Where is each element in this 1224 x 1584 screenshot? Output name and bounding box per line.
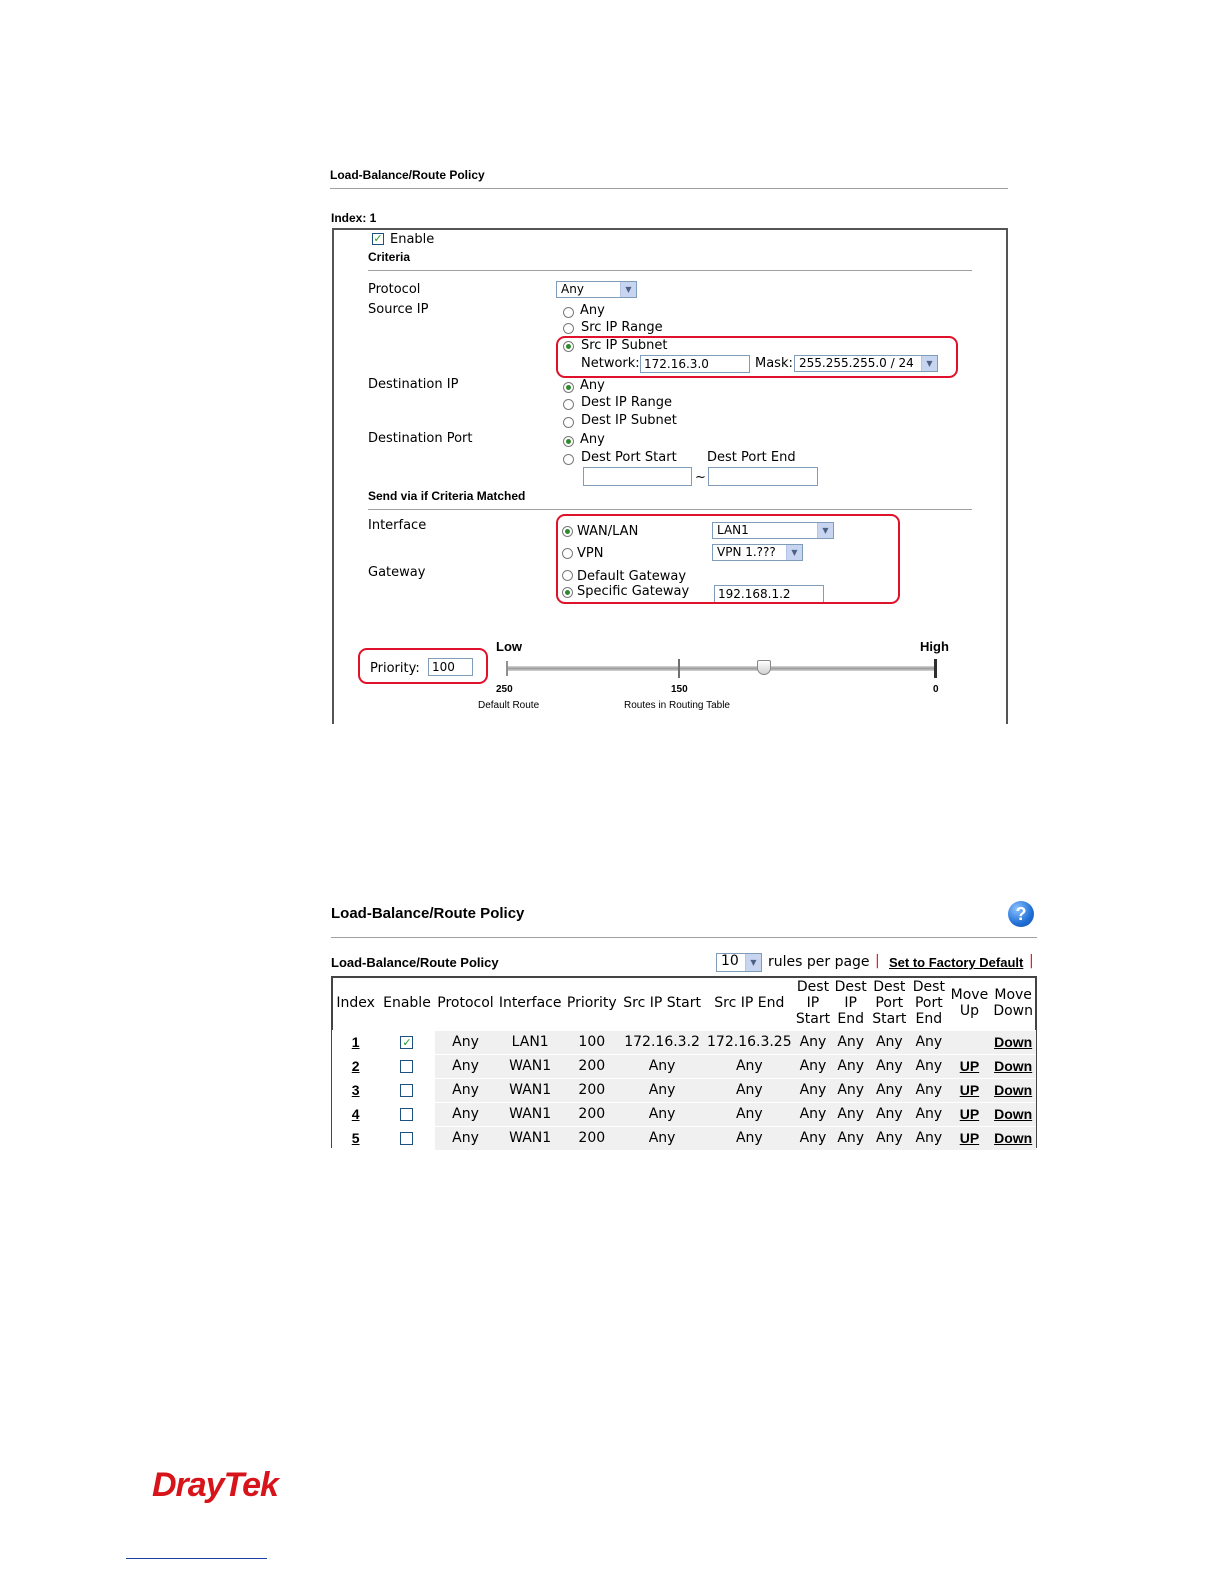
cell-port-start: Any (870, 1054, 910, 1078)
cell-protocol: Any (435, 1126, 497, 1150)
cell-interface: WAN1 (496, 1054, 564, 1078)
vpn-select-value: VPN 1.??? (717, 545, 776, 559)
dest-subnet-label: Dest IP Subnet (581, 413, 677, 428)
cell-dst-end: Any (832, 1102, 870, 1126)
range-tilde: ~ (695, 470, 706, 485)
dest-range-radio[interactable] (563, 399, 574, 410)
chevron-down-icon: ▼ (921, 356, 937, 371)
list-page-title: Load-Balance/Route Policy (331, 905, 525, 922)
cell-interface: WAN1 (496, 1102, 564, 1126)
cell-src-end: Any (705, 1102, 794, 1126)
col-port-end: Dest Port End (912, 978, 945, 1027)
send-via-title: Send via if Criteria Matched (368, 489, 526, 503)
col-move-up: Move Up (950, 986, 989, 1019)
wan-lan-label: WAN/LAN (577, 524, 639, 539)
chevron-down-icon: ▼ (786, 545, 802, 560)
port-start-radio[interactable] (563, 454, 574, 465)
cell-port-end: Any (909, 1102, 948, 1126)
slider-tick-250 (506, 661, 508, 676)
wan-lan-select-value: LAN1 (717, 523, 749, 537)
default-gateway-label: Default Gateway (577, 569, 687, 584)
destination-port-label: Destination Port (368, 431, 473, 446)
cell-port-start: Any (870, 1102, 910, 1126)
cell-priority: 200 (564, 1126, 620, 1150)
chevron-down-icon: ▼ (620, 282, 636, 297)
per-page-label: rules per page (768, 954, 870, 970)
separator-1: | (875, 953, 880, 969)
cell-src-end: 172.16.3.25 (705, 1030, 794, 1054)
col-move-down: Move Down (993, 986, 1033, 1019)
cell-port-end: Any (909, 1054, 948, 1078)
protocol-select[interactable] (556, 281, 637, 298)
cell-src-start: Any (620, 1102, 705, 1126)
port-end-input[interactable] (708, 467, 818, 486)
specific-gateway-label: Specific Gateway (577, 584, 690, 599)
move-down-cell (990, 1054, 1036, 1078)
cell-port-end: Any (909, 1030, 948, 1054)
cell-interface: WAN1 (496, 1078, 564, 1102)
slider-low-label: Low (496, 639, 522, 654)
table-row (332, 1054, 1036, 1078)
list-title-divider (331, 937, 1037, 938)
per-page-select-value: 10 (721, 953, 739, 969)
table-row (332, 1078, 1036, 1102)
mask-select-value: 255.255.255.0 / 24 (799, 356, 914, 370)
col-dst-end: Dest IP End (834, 978, 867, 1027)
col-dst-start: Dest IP Start (795, 978, 831, 1027)
cell-protocol: Any (435, 1102, 497, 1126)
row-enable-checkbox[interactable] (400, 1108, 413, 1121)
destination-ip-label: Destination IP (368, 377, 459, 392)
move-down-link[interactable]: Down (994, 1081, 1033, 1098)
move-down-cell (990, 1078, 1036, 1102)
row-index-link[interactable]: 4 (351, 1105, 360, 1122)
network-label: Network: (581, 356, 640, 371)
cell-src-start: Any (620, 1054, 705, 1078)
source-ip-label: Source IP (368, 302, 429, 317)
table-row (332, 1126, 1036, 1150)
row-enable-checkbox[interactable] (400, 1060, 413, 1073)
row-index-cell (332, 1054, 379, 1078)
row-enable-checkbox[interactable] (400, 1132, 413, 1145)
move-down-cell (990, 1102, 1036, 1126)
row-index-link[interactable]: 5 (351, 1129, 360, 1146)
dest-any-label: Any (580, 378, 605, 393)
index-label: Index: 1 (331, 211, 377, 225)
source-any-radio[interactable] (563, 307, 574, 318)
table-header-row (332, 976, 1036, 1030)
chevron-down-icon: ▼ (817, 523, 833, 538)
row-index-link[interactable]: 2 (351, 1057, 360, 1074)
move-up-link[interactable]: UP (959, 1129, 980, 1146)
criteria-divider (368, 270, 972, 271)
cell-port-start: Any (870, 1030, 910, 1054)
cell-interface: LAN1 (496, 1030, 564, 1054)
cell-dst-start: Any (794, 1030, 832, 1054)
cell-dst-end: Any (832, 1054, 870, 1078)
table-row (332, 1030, 1036, 1054)
slider-tick-label-150: 150 (671, 684, 688, 695)
move-up-cell (949, 1054, 991, 1078)
priority-slider-track[interactable] (506, 666, 936, 671)
port-end-label: Dest Port End (707, 450, 796, 465)
cell-src-end: Any (705, 1126, 794, 1150)
per-page-select[interactable] (716, 953, 762, 972)
cell-port-end: Any (909, 1126, 948, 1150)
slider-tick-label-250: 250 (496, 684, 513, 695)
col-priority: Priority (566, 994, 617, 1011)
cell-protocol: Any (435, 1054, 497, 1078)
dest-range-label: Dest IP Range (581, 395, 673, 410)
row-enable-cell (379, 1054, 434, 1078)
vpn-label: VPN (577, 546, 604, 561)
port-start-input[interactable] (583, 467, 692, 486)
protocol-select-value: Any (561, 282, 584, 296)
row-enable-cell (379, 1078, 434, 1102)
move-down-cell (990, 1030, 1036, 1054)
form-title-divider (330, 188, 1008, 189)
slider-tick-label-0: 0 (933, 684, 939, 695)
rules-table (332, 976, 1036, 1150)
slider-tick-0 (934, 659, 937, 678)
cell-src-start: Any (620, 1078, 705, 1102)
cell-dst-end: Any (832, 1030, 870, 1054)
gateway-label: Gateway (368, 565, 426, 580)
col-enable: Enable (383, 994, 431, 1011)
cell-src-start: 172.16.3.2 (620, 1030, 705, 1054)
row-index-cell (332, 1078, 379, 1102)
col-src-start: Src IP Start (623, 994, 701, 1011)
priority-highlight (358, 648, 488, 684)
footer-rule (126, 1558, 267, 1559)
mask-label: Mask: (755, 356, 793, 371)
cell-dst-end: Any (832, 1078, 870, 1102)
cell-dst-start: Any (794, 1054, 832, 1078)
row-index-link[interactable]: 1 (351, 1033, 360, 1050)
cell-priority: 200 (564, 1054, 620, 1078)
move-up-cell (949, 1078, 991, 1102)
criteria-title: Criteria (368, 250, 411, 264)
source-subnet-highlight (556, 336, 958, 378)
specific-gateway-input[interactable]: 192.168.1.2 (714, 585, 824, 603)
network-input[interactable]: 172.16.3.0 (640, 355, 750, 373)
dest-subnet-radio[interactable] (563, 417, 574, 428)
priority-input[interactable]: 100 (428, 658, 473, 676)
cell-dst-start: Any (794, 1078, 832, 1102)
cell-dst-start: Any (794, 1102, 832, 1126)
move-up-link[interactable]: UP (959, 1057, 980, 1074)
interface-label: Interface (368, 518, 427, 533)
cell-port-start: Any (870, 1126, 910, 1150)
help-icon[interactable]: ? (1008, 901, 1034, 927)
protocol-label: Protocol (368, 282, 421, 297)
default-route-label: Default Route (478, 700, 540, 711)
row-index-cell (332, 1030, 379, 1054)
row-enable-cell (379, 1102, 434, 1126)
source-range-radio[interactable] (563, 323, 574, 334)
table-row (332, 1102, 1036, 1126)
row-enable-cell (379, 1030, 434, 1054)
move-up-cell (949, 1126, 991, 1150)
cell-src-end: Any (705, 1078, 794, 1102)
row-enable-cell (379, 1126, 434, 1150)
row-index-link[interactable]: 3 (351, 1081, 360, 1098)
cell-priority: 100 (564, 1030, 620, 1054)
priority-slider-thumb[interactable] (757, 660, 771, 675)
cell-port-start: Any (870, 1078, 910, 1102)
chevron-down-icon: ▼ (745, 954, 761, 971)
cell-protocol: Any (435, 1030, 497, 1054)
row-enable-checkbox[interactable] (400, 1084, 413, 1097)
row-index-cell (332, 1126, 379, 1150)
cell-src-end: Any (705, 1054, 794, 1078)
list-subtitle: Load-Balance/Route Policy (331, 955, 499, 970)
cell-port-end: Any (909, 1078, 948, 1102)
col-protocol: Protocol (437, 994, 494, 1011)
slider-high-label: High (920, 639, 949, 654)
cell-src-start: Any (620, 1126, 705, 1150)
move-down-link[interactable]: Down (994, 1033, 1033, 1050)
cell-priority: 200 (564, 1078, 620, 1102)
cell-dst-start: Any (794, 1126, 832, 1150)
move-up-cell (949, 1030, 991, 1054)
cell-protocol: Any (435, 1078, 497, 1102)
move-down-link[interactable]: Down (994, 1057, 1033, 1074)
port-any-radio[interactable] (563, 436, 574, 447)
priority-label: Priority: (370, 661, 420, 676)
row-index-cell (332, 1102, 379, 1126)
move-down-link[interactable]: Down (994, 1105, 1033, 1122)
col-index: Index (336, 994, 375, 1011)
col-interface: Interface (498, 994, 562, 1011)
slider-tick-150 (678, 659, 680, 678)
source-subnet-label: Src IP Subnet (581, 338, 668, 353)
cell-interface: WAN1 (496, 1126, 564, 1150)
separator-2: | (1029, 953, 1034, 969)
row-enable-checkbox[interactable]: ✓ (402, 1035, 412, 1049)
interface-gateway-highlight (556, 514, 900, 604)
move-up-cell (949, 1102, 991, 1126)
form-title: Load-Balance/Route Policy (330, 168, 485, 182)
enable-checkbox[interactable]: ✓ (373, 232, 383, 245)
enable-label: Enable (390, 232, 435, 247)
col-src-end: Src IP End (714, 994, 785, 1011)
draytek-logo: DrayTek (152, 1466, 278, 1504)
move-down-cell (990, 1126, 1036, 1150)
move-up-link[interactable]: UP (959, 1081, 980, 1098)
col-port-start: Dest Port Start (872, 978, 907, 1027)
source-range-label: Src IP Range (581, 320, 663, 335)
port-any-label: Any (580, 432, 605, 447)
factory-default-link[interactable]: Set to Factory Default (889, 955, 1024, 970)
cell-dst-end: Any (832, 1126, 870, 1150)
move-up-link[interactable]: UP (959, 1105, 980, 1122)
dest-any-radio[interactable] (563, 382, 574, 393)
routes-in-table-label: Routes in Routing Table (624, 700, 730, 711)
move-down-link[interactable]: Down (994, 1129, 1033, 1146)
send-via-divider (368, 509, 972, 510)
port-start-label: Dest Port Start (581, 450, 677, 465)
cell-priority: 200 (564, 1102, 620, 1126)
source-any-label: Any (580, 303, 605, 318)
